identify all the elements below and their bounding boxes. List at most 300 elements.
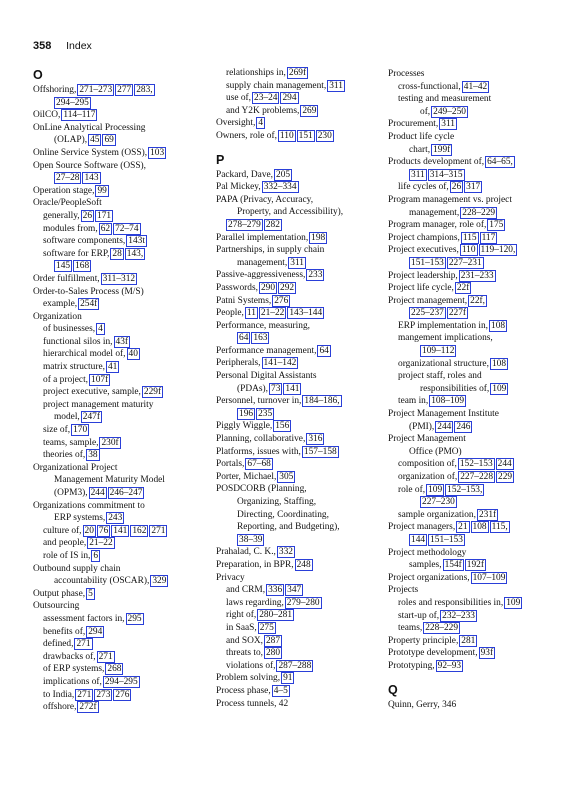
- page-link[interactable]: 294–295: [104, 676, 138, 687]
- page-link[interactable]: 91: [283, 673, 293, 684]
- index-entry: [33, 399, 211, 412]
- page-link[interactable]: 109: [428, 484, 443, 495]
- page-link[interactable]: 283,: [136, 85, 153, 95]
- page-link[interactable]: 235: [258, 408, 273, 419]
- entry-term: defined,: [43, 639, 74, 650]
- index-entry: [33, 626, 211, 639]
- page-link[interactable]: 43f: [115, 336, 129, 347]
- index-entry: [216, 395, 384, 408]
- index-entry: [216, 521, 384, 534]
- page-link[interactable]: 336: [268, 585, 283, 596]
- entry-term: culture of,: [43, 525, 82, 536]
- index-entry: [216, 232, 384, 245]
- entry-term: Property, and Accessibility),: [237, 207, 344, 218]
- entry-term: Outbound supply chain: [33, 563, 121, 574]
- index-entry: [33, 563, 211, 576]
- index-entry: [33, 286, 211, 299]
- index-entry: [388, 458, 554, 471]
- page-link[interactable]: 115,: [491, 522, 508, 533]
- page-link[interactable]: 38: [88, 450, 98, 461]
- index-entry: [33, 298, 211, 311]
- index-entry: [216, 622, 384, 635]
- entry-term: and CRM,: [226, 585, 266, 596]
- entry-term: project management maturity: [43, 399, 154, 410]
- index-entry: [216, 383, 384, 396]
- page-link[interactable]: 269f: [288, 68, 307, 78]
- page-link[interactable]: 99: [97, 185, 107, 196]
- entry-term: Project methodology: [388, 547, 467, 558]
- page-link[interactable]: 244: [90, 488, 105, 498]
- page-link[interactable]: 103: [150, 147, 165, 158]
- entry-term: Order fulfillment,: [33, 273, 100, 284]
- page-link[interactable]: 311: [290, 257, 304, 268]
- entry-term: of ERP systems,: [43, 664, 105, 675]
- index-entry: [388, 194, 554, 207]
- entry-term: and Y2K problems,: [226, 105, 300, 116]
- page-link[interactable]: 92–93: [437, 660, 462, 671]
- page-link[interactable]: 231f: [478, 509, 497, 520]
- entry-term: Owners, role of,: [216, 130, 277, 141]
- entry-term: theories of,: [43, 450, 86, 461]
- page-link[interactable]: 109: [492, 383, 507, 394]
- page-link[interactable]: 21–22: [89, 538, 113, 549]
- page-link[interactable]: 272f: [79, 702, 97, 713]
- index-entry: [216, 206, 384, 219]
- page-link[interactable]: 227–230: [422, 497, 455, 508]
- index-entry: [388, 559, 554, 572]
- page-link[interactable]: 5: [88, 588, 93, 599]
- index-entry: [216, 446, 384, 459]
- page-link[interactable]: 254f: [80, 299, 98, 310]
- page-link[interactable]: 151–153: [411, 257, 444, 268]
- page-link[interactable]: 115: [462, 232, 477, 243]
- page-link[interactable]: 276: [274, 295, 289, 306]
- page-link[interactable]: 278–279: [228, 219, 261, 230]
- entry-term: Problem solving,: [216, 673, 281, 684]
- index-entry: [33, 701, 211, 714]
- page-link[interactable]: 22f: [456, 283, 470, 294]
- entry-term: laws regarding,: [226, 597, 284, 608]
- page-link[interactable]: 316: [308, 434, 323, 445]
- page-link[interactable]: 268: [107, 664, 122, 675]
- page-link[interactable]: 107f: [91, 374, 109, 385]
- page-link[interactable]: 227–228: [460, 472, 493, 482]
- entry-term: size of,: [43, 425, 71, 436]
- index-column-3: [388, 68, 554, 711]
- page-link[interactable]: 271: [98, 651, 113, 662]
- index-entry: [388, 156, 554, 169]
- entry-term: project staff, roles and: [398, 371, 482, 382]
- page-link[interactable]: 243: [108, 513, 123, 524]
- index-entry: [216, 181, 384, 194]
- index-entry: [388, 496, 554, 509]
- page-link[interactable]: 163: [253, 333, 268, 344]
- entry-term: Organizing, Staffing,: [237, 497, 317, 507]
- page-link[interactable]: 228–229: [462, 207, 496, 218]
- page-link[interactable]: 229f: [143, 387, 162, 398]
- index-entry: [216, 257, 384, 270]
- index-entry: [216, 647, 384, 660]
- page-link[interactable]: 249–250: [433, 106, 466, 117]
- entry-term: matrix structure,: [43, 362, 105, 373]
- index-entry: [216, 483, 384, 496]
- page-link[interactable]: 229: [498, 472, 513, 482]
- page-link[interactable]: 311–312: [102, 273, 136, 284]
- index-entry: [33, 613, 211, 626]
- page-link[interactable]: 192f: [466, 560, 484, 571]
- index-entry: [388, 332, 554, 345]
- index-entry: [388, 471, 554, 484]
- index-entry: [388, 421, 554, 434]
- entry-term: organizational structure,: [398, 358, 489, 369]
- entry-term: POSDCORB (Planning,: [216, 484, 307, 495]
- page-link[interactable]: 287–288: [278, 660, 312, 671]
- page-link[interactable]: 11: [246, 308, 256, 319]
- index-entry: [216, 370, 384, 383]
- page-link[interactable]: 4: [98, 324, 103, 335]
- page-link[interactable]: 26: [82, 210, 92, 221]
- page-link[interactable]: 230f: [101, 437, 119, 448]
- entry-term: Pal Mickey,: [216, 182, 261, 193]
- page-link[interactable]: 119–120,: [480, 245, 516, 256]
- index-entry: [216, 584, 384, 597]
- page-link[interactable]: 41–42: [463, 81, 488, 92]
- page-link[interactable]: 114–117: [63, 110, 96, 121]
- index-entry: [388, 408, 554, 421]
- page-link[interactable]: 40: [128, 349, 138, 360]
- index-entry: [33, 235, 211, 248]
- index-entry: [216, 635, 384, 648]
- index-entry: [216, 345, 384, 358]
- index-entry: [33, 689, 211, 702]
- page-link[interactable]: 72–74: [115, 223, 139, 234]
- entry-term: Organization: [33, 311, 82, 322]
- page-link[interactable]: 225–237: [411, 308, 444, 319]
- page-link[interactable]: 110: [279, 130, 294, 141]
- page-link[interactable]: 332–334: [263, 182, 297, 193]
- page-link[interactable]: 305: [279, 471, 294, 482]
- page-link[interactable]: 20: [84, 525, 94, 536]
- index-column-2: [216, 67, 384, 710]
- entry-term: start-up of,: [398, 610, 440, 621]
- index-entry: [388, 232, 554, 245]
- page-link[interactable]: 273: [96, 689, 111, 700]
- page-link[interactable]: 73: [271, 383, 281, 394]
- page-link[interactable]: 6: [93, 550, 99, 561]
- index-entry: [388, 484, 554, 497]
- entry-term: Office (PMO): [409, 446, 462, 457]
- page-link[interactable]: 276: [115, 689, 130, 700]
- index-entry: [216, 546, 384, 559]
- page-link[interactable]: 143: [84, 173, 99, 184]
- page-link[interactable]: 244: [437, 421, 452, 432]
- page-link[interactable]: 38–39: [239, 534, 263, 545]
- entry-term: sample organization,: [398, 509, 476, 520]
- index-entry: [388, 635, 554, 648]
- entry-term: Product life cycle: [388, 131, 455, 142]
- entry-term: Directing, Coordinating,: [237, 509, 329, 520]
- page-link[interactable]: 271: [151, 525, 166, 536]
- page-link[interactable]: 311: [329, 80, 343, 91]
- index-entry: [216, 685, 384, 698]
- page-link[interactable]: 144: [411, 534, 426, 545]
- page-link[interactable]: 282: [265, 219, 280, 230]
- entry-term: assessment factors in,: [43, 613, 125, 624]
- page-link[interactable]: 292: [280, 282, 295, 293]
- page-link[interactable]: 108: [491, 358, 507, 369]
- entry-term: benefits of,: [43, 626, 86, 637]
- entry-term: Products development of,: [388, 157, 485, 168]
- page-link[interactable]: 21: [458, 522, 468, 533]
- index-entry: [216, 660, 384, 673]
- page-link[interactable]: 311: [441, 119, 455, 130]
- section-gap: [216, 143, 384, 153]
- index-entry: [388, 207, 554, 220]
- page-link[interactable]: 152–153: [459, 459, 493, 470]
- page-link[interactable]: 152–153,: [447, 484, 483, 495]
- index-entry: [33, 311, 211, 324]
- page-link[interactable]: 62: [100, 223, 111, 234]
- page-link[interactable]: 294: [282, 93, 297, 104]
- entry-term: Passwords,: [216, 282, 258, 293]
- index-entry: [388, 169, 554, 182]
- page-link[interactable]: 171: [97, 210, 112, 221]
- entry-term: People,: [216, 308, 244, 319]
- entry-term: Project executives,: [388, 245, 459, 256]
- page-link[interactable]: 280–281: [259, 610, 293, 621]
- page-link[interactable]: 109–112: [422, 346, 455, 357]
- page-link[interactable]: 294: [88, 626, 103, 637]
- entry-term: Partnerships, in supply chain: [216, 245, 325, 256]
- index-entry: [216, 332, 384, 345]
- entry-term: Packard, Dave,: [216, 169, 274, 180]
- entry-term: Passive-aggressiveness,: [216, 270, 306, 281]
- page-link[interactable]: 287: [265, 635, 281, 646]
- page-link[interactable]: 244: [497, 459, 512, 470]
- index-entry: [33, 197, 211, 210]
- entry-term: teams,: [398, 623, 423, 634]
- entry-term: generally,: [43, 210, 80, 221]
- page-link[interactable]: 143,: [126, 248, 144, 259]
- entry-term: role of,: [398, 484, 426, 495]
- entry-term: cross-functional,: [398, 81, 461, 92]
- entry-term: threats to,: [226, 648, 263, 659]
- page-link[interactable]: 227f: [448, 308, 466, 319]
- index-entry: [33, 474, 211, 487]
- index-entry: [216, 219, 384, 232]
- page-link[interactable]: 271: [76, 639, 91, 650]
- index-entry: [33, 487, 211, 500]
- page-link[interactable]: 168: [75, 261, 90, 272]
- entry-term: Platforms, issues with,: [216, 446, 301, 457]
- page-link[interactable]: 170: [73, 425, 88, 436]
- page-link[interactable]: 45: [90, 135, 100, 146]
- index-entry: [33, 663, 211, 676]
- index-entry: [33, 361, 211, 374]
- page-link[interactable]: 279–280: [286, 597, 320, 608]
- page-link[interactable]: 275: [259, 622, 274, 633]
- page-link[interactable]: 154f: [444, 560, 462, 571]
- page-link[interactable]: 108: [472, 522, 487, 533]
- page-link[interactable]: 141: [113, 525, 128, 536]
- page-link[interactable]: 93f: [480, 648, 494, 659]
- entry-term: drawbacks of,: [43, 651, 96, 662]
- entry-term: Preparation, in BPR,: [216, 559, 294, 570]
- entry-term: Output phase,: [33, 588, 86, 599]
- page-link[interactable]: 162: [132, 525, 147, 536]
- index-entry: [33, 185, 211, 198]
- entry-term: PAPA (Privacy, Accuracy,: [216, 194, 314, 205]
- page-link[interactable]: 145: [56, 261, 71, 272]
- index-entry: [33, 84, 211, 97]
- page-link[interactable]: 184–186,: [304, 396, 340, 407]
- page-link[interactable]: 143t: [128, 236, 145, 247]
- page-link[interactable]: 26: [451, 182, 462, 193]
- entry-term: Porter, Michael,: [216, 471, 277, 482]
- entry-term: Open Source Software (OSS),: [33, 160, 146, 171]
- page-link[interactable]: 157–158: [303, 446, 337, 457]
- page-link[interactable]: 64: [319, 345, 329, 356]
- index-entry: [33, 411, 211, 424]
- page-link[interactable]: 233: [308, 270, 323, 281]
- page-link[interactable]: 247f: [82, 412, 100, 423]
- page-link[interactable]: 205: [276, 169, 291, 180]
- page-link[interactable]: 175: [489, 220, 504, 231]
- entry-term: Prototyping,: [388, 660, 435, 671]
- page-link[interactable]: 227–231: [448, 257, 482, 268]
- page-link[interactable]: 151: [298, 130, 313, 141]
- page-link[interactable]: 277: [117, 85, 132, 95]
- entry-term: modules from,: [43, 223, 98, 234]
- index-entry: [33, 550, 211, 563]
- entry-term: OilCO,: [33, 110, 61, 121]
- page-link[interactable]: 156: [275, 421, 290, 432]
- page-link[interactable]: 64: [239, 333, 249, 344]
- page-link[interactable]: 294–295: [56, 97, 89, 108]
- page-link[interactable]: 281: [461, 635, 476, 646]
- page-link[interactable]: 28: [112, 248, 122, 259]
- page-link[interactable]: 4–5: [273, 685, 288, 696]
- page-link[interactable]: 230: [317, 130, 332, 141]
- index-entry: [216, 307, 384, 320]
- page-link[interactable]: 329: [152, 576, 167, 587]
- section-letter: P: [216, 152, 225, 167]
- page-link[interactable]: 109: [506, 597, 521, 608]
- page-link[interactable]: 198: [311, 232, 326, 243]
- section-letter: Q: [388, 682, 398, 697]
- section-gap: [388, 673, 554, 683]
- page-link[interactable]: 141–142: [263, 358, 297, 369]
- page-link[interactable]: 246: [456, 421, 471, 432]
- page-link[interactable]: 196: [239, 408, 254, 419]
- page-link[interactable]: 280: [265, 648, 281, 659]
- index-entry: [33, 462, 211, 475]
- entry-term: Offshoring,: [33, 85, 77, 95]
- index-entry: [216, 194, 384, 207]
- page-link[interactable]: 314–315: [429, 169, 463, 180]
- index-entry: [388, 370, 554, 383]
- running-head: Index: [66, 40, 92, 52]
- page-link[interactable]: 27–28: [56, 173, 80, 184]
- page-link[interactable]: 347: [287, 585, 302, 596]
- page-link[interactable]: 107–109: [472, 572, 506, 583]
- index-entry: [388, 521, 554, 534]
- page-link[interactable]: 151–153: [430, 534, 463, 545]
- page-link[interactable]: 232–233: [442, 610, 475, 621]
- index-entry: [216, 534, 384, 547]
- entry-term: composition of,: [398, 459, 457, 470]
- index-entry: [216, 320, 384, 333]
- page-link[interactable]: 246–247: [109, 488, 143, 498]
- page-link[interactable]: 228–229: [425, 623, 459, 634]
- page-link[interactable]: 271–273: [79, 85, 113, 95]
- page-link[interactable]: 269: [302, 105, 317, 116]
- index-entry: [33, 537, 211, 550]
- page-link[interactable]: 271: [77, 689, 92, 700]
- page-link[interactable]: 248: [296, 559, 311, 570]
- entry-term: Project champions,: [388, 232, 460, 243]
- page-link[interactable]: 22f,: [470, 295, 485, 306]
- entry-term: example,: [43, 299, 78, 310]
- index-entry: [216, 509, 384, 522]
- page-link[interactable]: 4: [258, 118, 264, 129]
- index-entry: [216, 597, 384, 610]
- index-entry: [216, 572, 384, 585]
- page-link[interactable]: 290: [260, 282, 275, 293]
- index-entry: [388, 383, 554, 396]
- index-entry: [33, 386, 211, 399]
- page-link[interactable]: 108: [491, 320, 506, 331]
- page-link[interactable]: 231–233: [460, 270, 494, 281]
- page-link[interactable]: 117: [481, 232, 496, 243]
- entry-term: ERP systems,: [54, 513, 106, 524]
- index-entry: [216, 496, 384, 509]
- index-entry: [33, 210, 211, 223]
- entry-term: of a project,: [43, 374, 89, 385]
- entry-term: mangement implications,: [398, 333, 493, 344]
- index-entry: [388, 118, 554, 131]
- entry-term: Order-to-Sales Process (M/S): [33, 286, 144, 297]
- page-link[interactable]: 23–24: [254, 93, 278, 104]
- page-link[interactable]: 141: [285, 383, 300, 394]
- page-link[interactable]: 21–22: [260, 308, 285, 319]
- page-link[interactable]: 76: [98, 525, 109, 536]
- page-link[interactable]: 69: [104, 135, 114, 146]
- page-link[interactable]: 110: [461, 245, 476, 256]
- index-entry: [388, 534, 554, 547]
- entry-term: relationships in,: [226, 68, 286, 78]
- page-link[interactable]: 295: [127, 613, 142, 624]
- page-link[interactable]: 64–65,: [487, 157, 513, 168]
- entry-term: project executive, sample,: [43, 387, 141, 398]
- page-link[interactable]: 67–68: [247, 459, 271, 470]
- entry-term: team in,: [398, 396, 429, 407]
- page-link[interactable]: 108–109: [431, 396, 465, 407]
- index-entry: [33, 449, 211, 462]
- index-entry: [216, 609, 384, 622]
- page-link[interactable]: 199f: [433, 144, 451, 155]
- page-link[interactable]: 332: [278, 547, 293, 558]
- entry-term: (OPM3),: [54, 488, 88, 498]
- page-link[interactable]: 41: [107, 362, 118, 373]
- page-link[interactable]: 143–144: [289, 308, 323, 319]
- entry-term: Process tunnels, 42: [216, 698, 289, 709]
- index-entry: [216, 420, 384, 433]
- index-entry: [388, 68, 554, 81]
- index-entry: [388, 81, 554, 94]
- page-link[interactable]: 317: [466, 182, 481, 193]
- page-link[interactable]: 311: [411, 169, 425, 180]
